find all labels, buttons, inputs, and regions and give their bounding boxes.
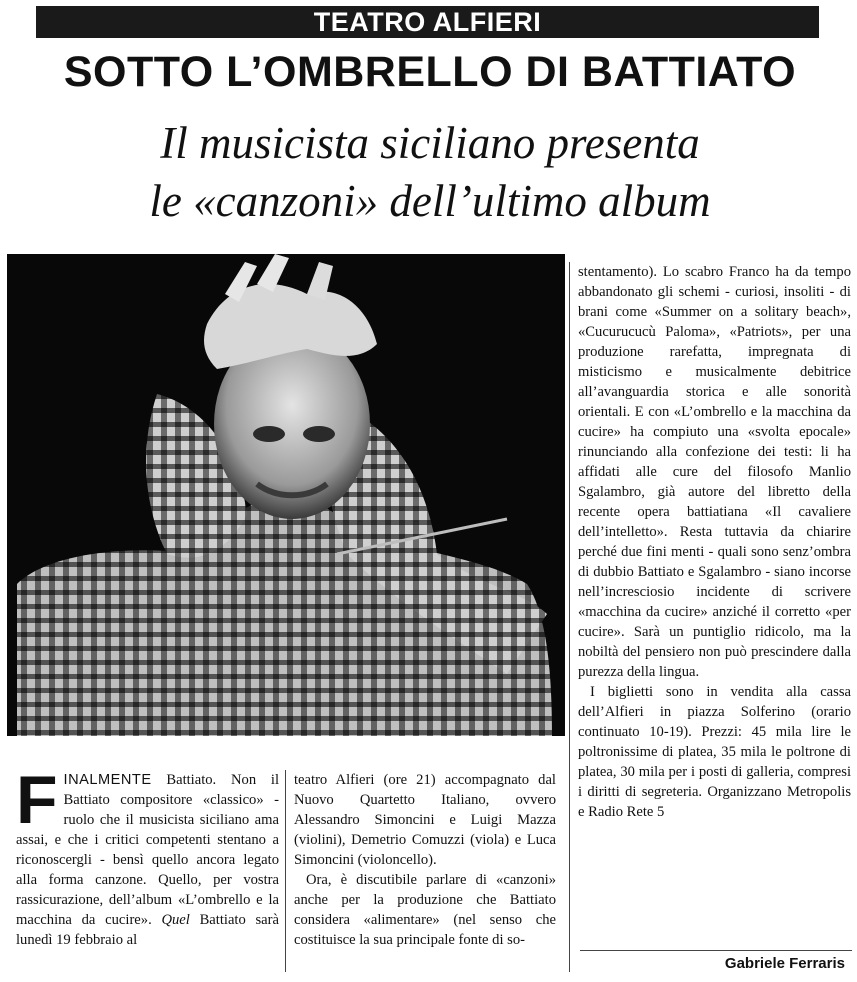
lead-word: INALMENTE — [63, 772, 152, 788]
paragraph: Ora, è discutibile parlare di «canzoni» anche per la produzione che Battiato considera «alimentare» (nel senso che costituisce la sua principale fonte di so- — [294, 872, 556, 948]
article-column-2 — [294, 770, 556, 950]
paragraph-text-end: Battiato sarà lunedì 19 febbraio al — [16, 912, 280, 948]
paragraph: teatro Alfieri (ore 21) accompagnato dal Nuovo Quartetto Italiano, ovvero Alessandro Simoncini e Luigi Mazza (violini), Demetrio Comuzzi (viola) e Luca Simoncini (violoncello). — [294, 772, 556, 868]
paragraph: I biglietti sono in vendita alla cassa dell’Alfieri in piazza Solferino (orario continuato 10-19). Prezzi: 45 mila lire le poltronissime di platea, 35 mila le poltrone di platea, 30 mila per i posti di galleria, compresi i diritti di segreteria. Organizzano Metropolis e Radio Rete 5 — [578, 684, 851, 820]
article-photo — [7, 254, 565, 736]
italic-word: Quel — [161, 912, 190, 928]
headline: SOTTO L’OMBRELLO DI BATTIATO — [63, 48, 797, 96]
byline: Gabriele Ferraris — [724, 955, 845, 972]
subheadline — [20, 114, 840, 230]
section-kicker: TEATRO ALFIERI — [36, 6, 819, 38]
article-column-1 — [16, 762, 280, 950]
column-rule — [285, 770, 286, 972]
photo-illustration — [7, 254, 565, 736]
article-column-3 — [578, 262, 851, 822]
subhead-line-2: le «canzoni» dell’ultimo album — [149, 176, 711, 226]
paragraph — [16, 762, 280, 950]
drop-cap: F — [16, 762, 58, 838]
paragraph: stentamento). Lo scabro Franco ha da tempo abbandonato gli schemi - curiosi, insoliti - di brani come «Summer on a solitary beach», «Cucurucucù Paloma», «Patriots», per una produzione rarefatta, impregnata di misticismo e musicalmente debitrice all’avanguardia storica e alle sonorità orientali. E con «L’ombrello e la macchina da cucire» ha compiuto una «svolta epocale» rinunciando alla confezione dei testi: li ha affidati alle cure del filosofo Manlio Sgalambro, già autore del libretto della recente opera battiatiana «Il cavaliere dell’intelletto». Resta tuttavia da chiarire perché due fini menti - quali sono senz’ombra di dubbio Battiato e Sgalambro - siano incorse nell’incresciosio incidente di scrivere «macchina da cucire» anziché il corretto «per cucire». Sarà un puntiglio ridicolo, ma la nobiltà del pensiero non può prescindere dalla purezza della lingua. — [578, 264, 851, 680]
subhead-line-1: Il musicista siciliano presenta — [160, 118, 700, 168]
column-rule — [569, 262, 570, 972]
paragraph-text: Battiato. Non il Battiato compositore «classico» - ruolo che il musicista siciliano ama assai, e che i critici competenti stentano a riconoscergli - bensì quello ancora legato alla forma canzone. Quello, per vostra rassicurazione, dell’album «L’ombrello e la macchina da cucire». — [16, 772, 279, 928]
byline-rule — [580, 950, 852, 951]
